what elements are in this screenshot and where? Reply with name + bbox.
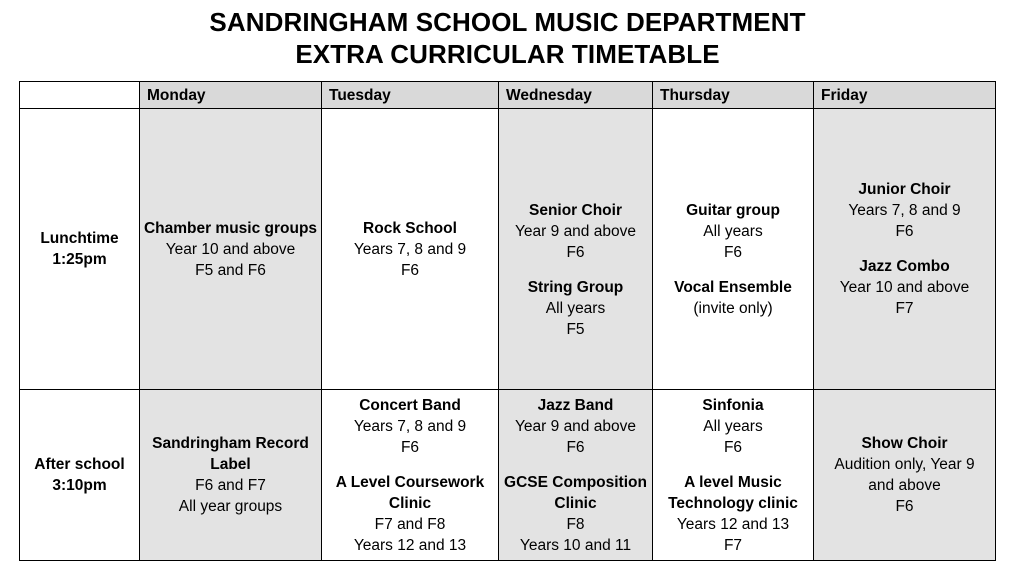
- activity: [814, 433, 995, 517]
- activity-detail: F7: [895, 300, 914, 317]
- activity: [322, 472, 498, 556]
- lunchtime-label-time: 1:25pm: [52, 251, 107, 268]
- activity-detail: Years 12 and 13: [353, 536, 467, 554]
- activity-detail: F6: [400, 261, 420, 279]
- header-corner: [20, 82, 140, 109]
- timetable: [19, 81, 996, 561]
- lunchtime-label: [20, 109, 140, 390]
- after-school-label-name: After school: [34, 456, 125, 473]
- activity-name: Guitar group: [686, 202, 780, 219]
- activity: [499, 200, 652, 263]
- header-row: [20, 82, 996, 109]
- activity: [814, 256, 995, 319]
- activity-detail: All years: [545, 300, 606, 317]
- activity: [653, 472, 813, 556]
- lunch-thursday-cell: [653, 109, 814, 390]
- activity: [140, 218, 321, 281]
- activity-name: Sandringham Record: [152, 435, 309, 452]
- activity-detail: F6: [723, 438, 743, 456]
- title-line-2: EXTRA CURRICULAR TIMETABLE: [295, 39, 720, 69]
- activity-detail: (invite only): [693, 300, 773, 317]
- activity: [814, 179, 995, 242]
- activity-name: Sinfonia: [702, 396, 764, 414]
- activity-name: String Group: [527, 279, 624, 296]
- activity-name: Technology clinic: [668, 494, 798, 512]
- activity: [499, 395, 652, 458]
- activity-detail: F6: [895, 223, 914, 240]
- header-thursday: Thursday: [653, 82, 814, 109]
- activity-name: Vocal Ensemble: [674, 279, 792, 296]
- activity-name: Show Choir: [861, 435, 948, 452]
- lunch-tuesday-cell: [322, 109, 499, 390]
- activity-detail: F5 and F6: [195, 261, 266, 279]
- activity-detail: All years: [703, 417, 763, 435]
- lunch-wednesday-cell: [499, 109, 653, 390]
- after-school-label-time: 3:10pm: [52, 477, 107, 494]
- activity-name: Label: [210, 456, 251, 473]
- lunchtime-row: [20, 109, 996, 390]
- activity-detail: F6: [723, 244, 743, 261]
- activity-detail: F8: [566, 515, 585, 533]
- activity-detail: F6: [566, 438, 585, 456]
- activity-detail: Years 10 and 11: [519, 536, 632, 554]
- header-tuesday: Tuesday: [322, 82, 499, 109]
- activity-name: A Level Coursework: [335, 473, 485, 491]
- activity-name: Chamber music groups: [143, 219, 318, 237]
- activity-detail: and above: [868, 477, 941, 494]
- activity-detail: Year 10 and above: [839, 279, 970, 296]
- activity-detail: Years 7, 8 and 9: [353, 240, 467, 258]
- page-title: [0, 6, 1015, 70]
- activity: [653, 395, 813, 458]
- activity-name: A level Music: [684, 473, 782, 491]
- activity-detail: F5: [566, 321, 585, 338]
- activity-detail: All year groups: [178, 498, 283, 515]
- header-monday: Monday: [140, 82, 322, 109]
- lunch-monday-cell: [140, 109, 322, 390]
- activity-detail: Years 7, 8 and 9: [353, 417, 467, 435]
- activity-detail: All years: [703, 223, 763, 240]
- activity-detail: F6: [895, 498, 914, 515]
- activity-name: Junior Choir: [858, 181, 951, 198]
- activity-name: GCSE Composition: [504, 473, 647, 491]
- activity: [322, 218, 498, 281]
- activity-detail: F7: [723, 536, 743, 554]
- activity-name: Senior Choir: [528, 202, 622, 219]
- lunchtime-label-name: Lunchtime: [40, 230, 119, 247]
- activity-detail: Years 7, 8 and 9: [848, 202, 961, 219]
- activity-detail: F6: [566, 244, 585, 261]
- activity: [499, 277, 652, 340]
- lunch-friday-cell: [814, 109, 996, 390]
- activity-detail: Audition only, Year 9: [834, 456, 975, 473]
- activity-name: Concert Band: [359, 396, 461, 414]
- activity: [653, 277, 813, 319]
- activity-detail: Year 9 and above: [515, 417, 636, 435]
- title-line-1: SANDRINGHAM SCHOOL MUSIC DEPARTMENT: [209, 7, 806, 37]
- activity-name: Clinic: [554, 494, 597, 512]
- activity: [140, 433, 321, 517]
- header-wednesday: Wednesday: [499, 82, 653, 109]
- activity-detail: F6 and F7: [195, 477, 266, 494]
- activity-name: Rock School: [363, 219, 457, 237]
- activity: [322, 395, 498, 458]
- activity-detail: Year 10 and above: [165, 240, 296, 258]
- activity-detail: Years 12 and 13: [676, 515, 790, 533]
- activity-detail: F6: [400, 438, 420, 456]
- header-friday: Friday: [814, 82, 996, 109]
- activity-detail: Year 9 and above: [515, 223, 636, 240]
- activity: [653, 200, 813, 263]
- activity-name: Clinic: [388, 494, 432, 512]
- activity-name: Jazz Band: [537, 396, 614, 414]
- activity: [499, 472, 652, 556]
- activity-detail: F7 and F8: [374, 515, 446, 533]
- activity-name: Jazz Combo: [859, 258, 950, 275]
